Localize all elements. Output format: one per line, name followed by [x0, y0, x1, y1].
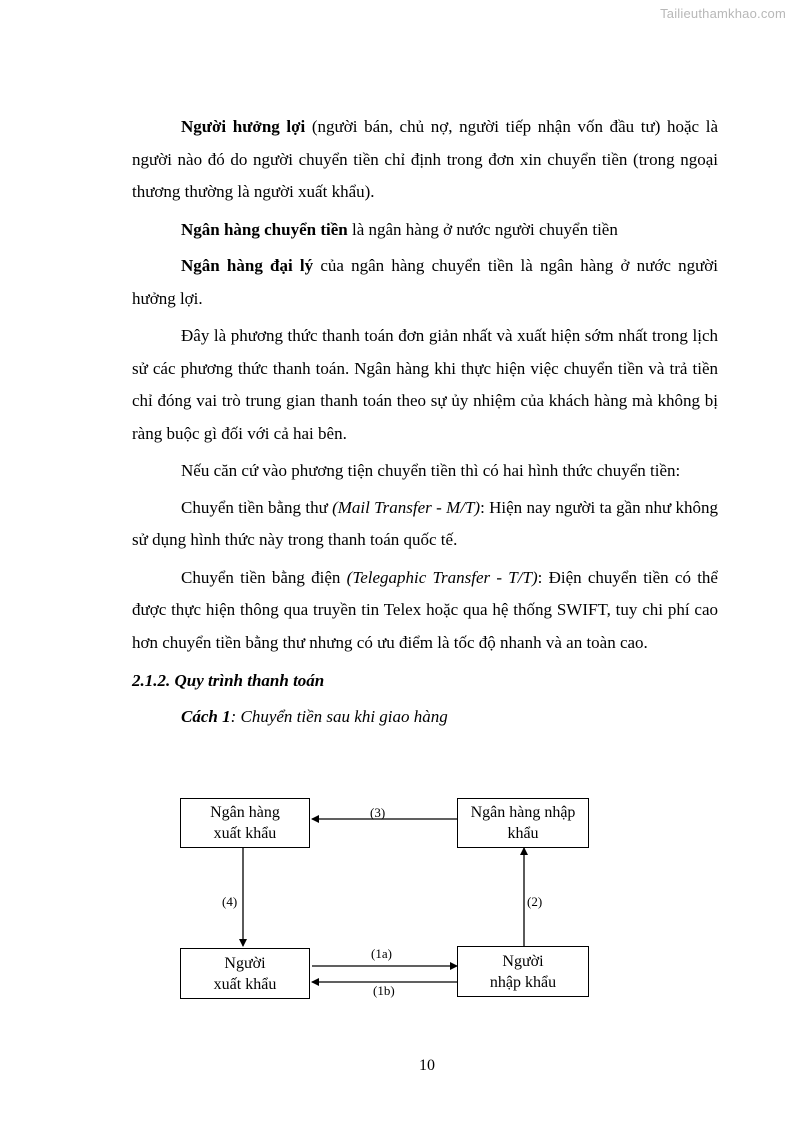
paragraph-remitting-bank [132, 214, 718, 247]
paragraph-text: của ngân hàng chuyển tiền là ngân hàng ở nước người hưởng lợi. [132, 256, 719, 308]
caption-text: : Chuyển tiền sau khi giao hàng [230, 706, 448, 726]
diagram-caption [132, 701, 718, 734]
paragraph-mail-transfer [132, 492, 718, 557]
label-step-1b: (1b) [373, 983, 395, 998]
box-line: Người [224, 954, 266, 972]
caption-label: Cách 1 [181, 706, 231, 726]
watermark: Tailieuthamkhao.com [660, 6, 786, 21]
label-step-4: (4) [222, 894, 238, 909]
term-mail-transfer: (Mail Transfer - M/T) [332, 497, 481, 517]
box-line: khẩu [507, 825, 539, 842]
box-import-bank [457, 798, 589, 848]
label-step-1a: (1a) [371, 946, 392, 961]
paragraph-method-description: Đây là phương thức thanh toán đơn giản nhất và xuất hiện sớm nhất trong lịch sử các phương thức thanh toán. Ngân hàng khi thực hiện việc chuyển tiền và trả tiền chỉ đóng vai trò trung gian thanh toán theo sự ủy nhiệm của khách hàng mà không bị ràng buộc gì đối với cả hai bên. [132, 326, 718, 443]
section-heading: 2.1.2. Quy trình thanh toán [132, 671, 325, 690]
term-agent-bank: Ngân hàng đại lý [181, 256, 314, 275]
paragraph-agent-bank [132, 250, 718, 315]
box-line: nhập khẩu [489, 973, 557, 991]
paragraph-telegraphic-transfer [132, 562, 718, 660]
document-body [132, 111, 718, 733]
box-line: Người [502, 952, 544, 970]
box-line: xuất khẩu [213, 975, 277, 993]
paragraph-beneficiary [132, 111, 718, 209]
paragraph-text: là ngân hàng ở nước người chuyển tiền [347, 219, 618, 239]
box-export-bank [180, 798, 310, 848]
paragraph-transfer-forms: Nếu căn cứ vào phương tiện chuyển tiền thì có hai hình thức chuyển tiền: [181, 461, 681, 480]
term-beneficiary: Người hưởng lợi [181, 117, 306, 136]
paragraph-text: : Điện chuyển tiền có thể được thực hiện thông qua truyền tin Telex hoặc qua hệ thống SWIFT, tuy chi phí cao hơn chuyển tiền bằng thư nhưng có ưu điểm là tốc độ nhanh và an toàn cao. [132, 567, 718, 652]
box-line: Ngân hàng nhập [470, 804, 576, 821]
page-number: 10 [419, 1057, 435, 1074]
paragraph-text: (người bán, chủ nợ, người tiếp nhận vốn đầu tư) hoặc là người nào đó do người chuyển tiền chỉ định trong đơn xin chuyển tiền (trong ngoại thương thường là người xuất khẩu). [132, 117, 718, 201]
box-exporter [180, 948, 310, 999]
box-line: xuất khẩu [213, 825, 277, 842]
paragraph-text: Chuyển tiền bằng thư [181, 497, 333, 517]
paragraph-text: : Hiện nay người ta gần như không sử dụng hình thức này trong thanh toán quốc tế. [132, 497, 718, 549]
label-step-3: (3) [370, 805, 386, 820]
label-step-2: (2) [527, 894, 543, 909]
term-remitting-bank: Ngân hàng chuyển tiền [181, 219, 348, 239]
box-line: Ngân hàng [210, 804, 280, 821]
box-importer [457, 946, 589, 997]
term-telegraphic-transfer: (Telegaphic Transfer - T/T) [346, 567, 538, 587]
paragraph-text: Chuyển tiền bằng điện [181, 567, 347, 587]
